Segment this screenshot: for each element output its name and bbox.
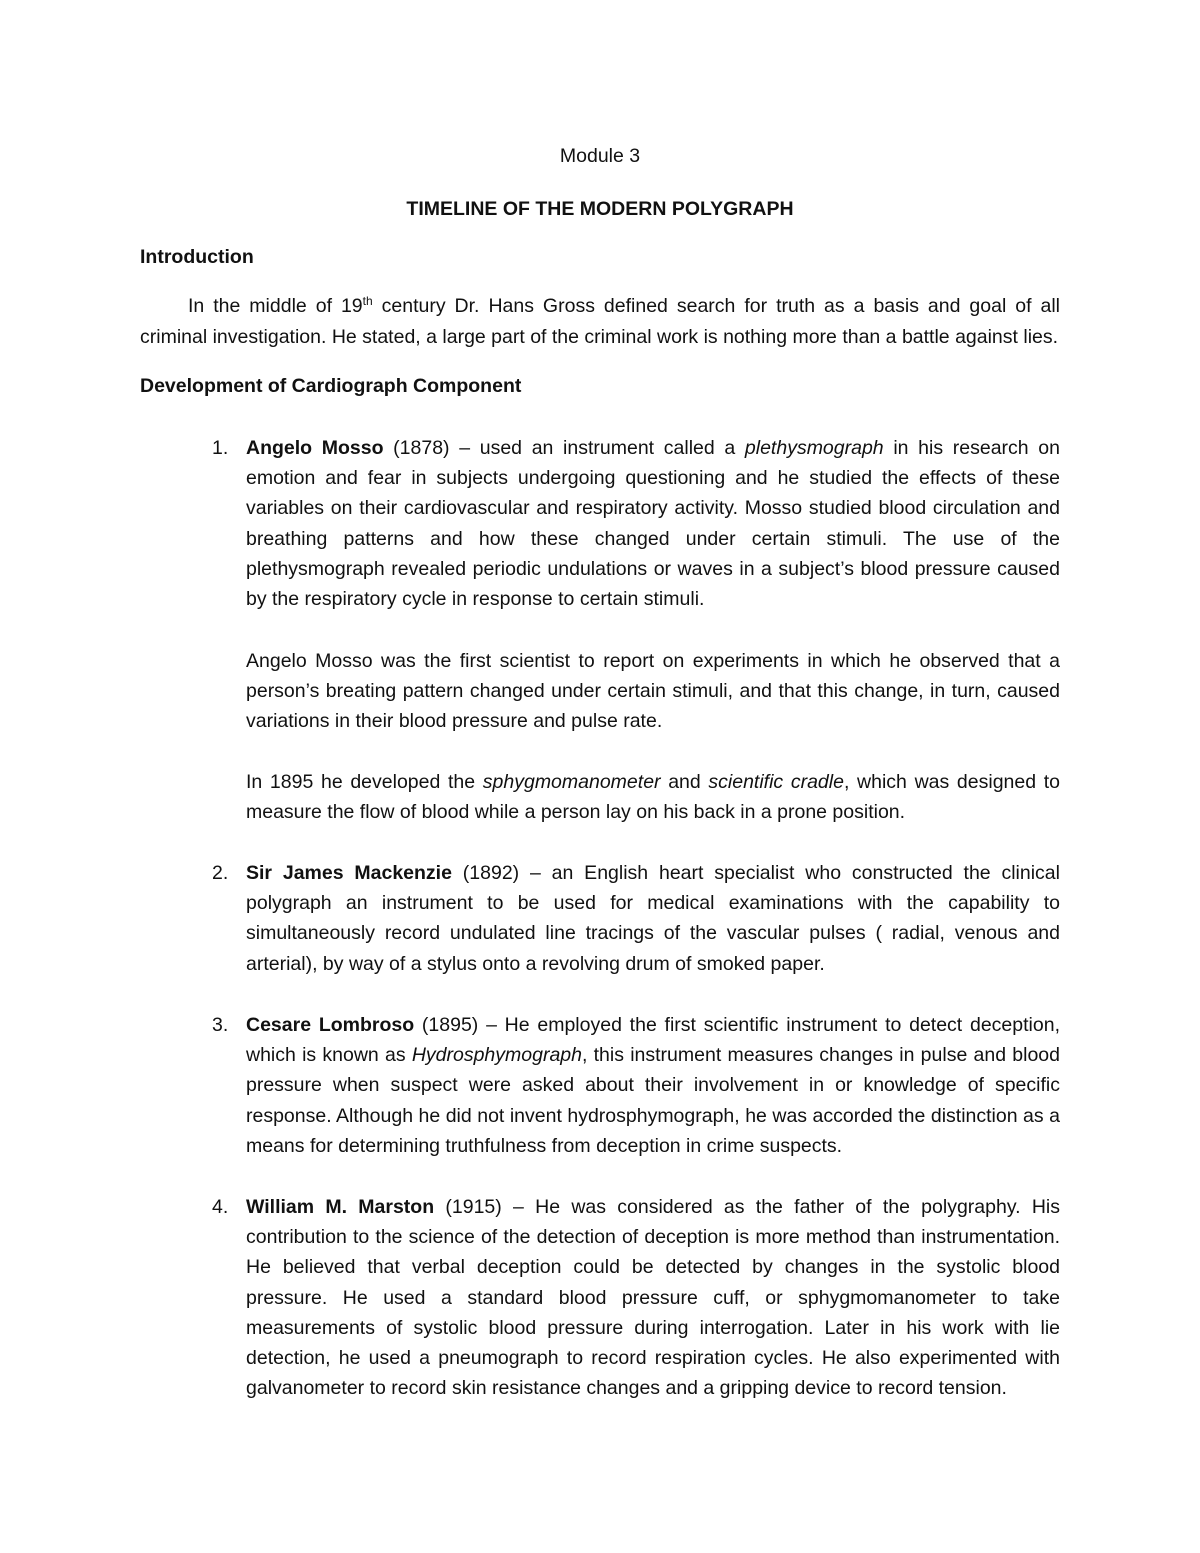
list-item: [246, 433, 1060, 614]
intro-paragraph: [140, 291, 1060, 353]
list-item-number: 3.: [212, 1014, 229, 1036]
item-text: , which was designed to measure the flow of blood while a person lay on his back in a prone position.: [246, 771, 1060, 824]
item-italic-term: Hydrosphymograph: [411, 1044, 582, 1067]
section-heading: Development of Cardiograph Component: [140, 375, 522, 397]
list-item: [246, 1010, 1060, 1161]
item-text: – He was considered as the father of the polygraphy. His contribution to the science of the detection of deception is more method than instrumentation. He believed that verbal deception could be detected by changes in the systolic blood pressure. He used a standard blood pressure cuff, or sphygmomanometer to take measurements of systolic blood pressure during interrogation. Later in his work with lie detection, he used a pneumograph to record respiration cycles. He also experimented with galvanometer to record skin resistance changes and a gripping device to record tension.: [246, 1196, 1060, 1400]
item-text: In 1895 he developed the: [246, 771, 483, 793]
list-item-number: 2.: [212, 862, 229, 884]
item-name: Sir James Mackenzie: [246, 862, 452, 884]
list-item-number: 4.: [212, 1196, 229, 1218]
item-year: (1878): [383, 437, 450, 459]
item-paragraph-3: [246, 767, 1060, 827]
item-year: (1895): [414, 1014, 479, 1036]
page-title: TIMELINE OF THE MODERN POLYGRAPH: [406, 198, 794, 220]
item-name: Cesare Lombroso: [246, 1014, 415, 1036]
item-text: and: [660, 771, 709, 793]
module-label: Module 3: [559, 145, 641, 167]
list-item-number: 1.: [212, 437, 229, 459]
intro-superscript: th: [362, 294, 373, 308]
item-paragraph-2: Angelo Mosso was the first scientist to report on experiments in which he observed that a person’s breating pattern changed under certain stimuli, and that this change, in turn, caused variations in their blood pressure and pulse rate.: [246, 650, 1060, 733]
intro-heading: Introduction: [140, 246, 254, 268]
item-year: (1892): [451, 862, 520, 884]
item-text: – used an instrument called a: [449, 437, 745, 459]
item-text: – an English heart specialist who constructed the clinical polygraph an instrument to be used for medical examinations with the capability to simultaneously record undulated line tracings of the vascular pulses ( radial, venous and arterial), by way of a stylus onto a revolving drum of smoked paper.: [246, 862, 1060, 975]
item-text: – He employed the first scientific instrument to detect deception, which is known as: [246, 1014, 1060, 1067]
item-text: , this instrument measures changes in pulse and blood pressure when suspect were asked about their involvement in or knowledge of specific response. Although he did not invent hydrosphymograph, he was accorded the distinction as a means for determining truthfulness from deception in crime suspects.: [246, 1044, 1060, 1157]
item-year: (1915): [434, 1196, 502, 1218]
list-item: [246, 1192, 1060, 1403]
item-italic-term: sphygmomanometer: [482, 771, 661, 793]
item-italic-term: scientific cradle: [708, 771, 844, 793]
list-item: [246, 858, 1060, 979]
item-name: Angelo Mosso: [246, 437, 384, 459]
item-name: William M. Marston: [246, 1196, 435, 1218]
intro-text-2: century Dr. Hans Gross defined search for truth as a basis and goal of all criminal investigation. He stated, a large part of the criminal work is nothing more than a battle against lies.: [140, 295, 1061, 348]
item-italic-term: plethysmograph: [744, 437, 884, 459]
item-text: in his research on emotion and fear in subjects undergoing questioning and he studied the effects of these variables on their cardiovascular and respiratory activity. Mosso studied blood circulation and breathing patterns and how these changed under certain stimuli. The use of the plethysmograph revealed periodic undulations or waves in a subject’s blood pressure caused by the respiratory cycle in response to certain stimuli.: [246, 437, 1060, 611]
intro-text-1: In the middle of 19: [188, 295, 363, 317]
